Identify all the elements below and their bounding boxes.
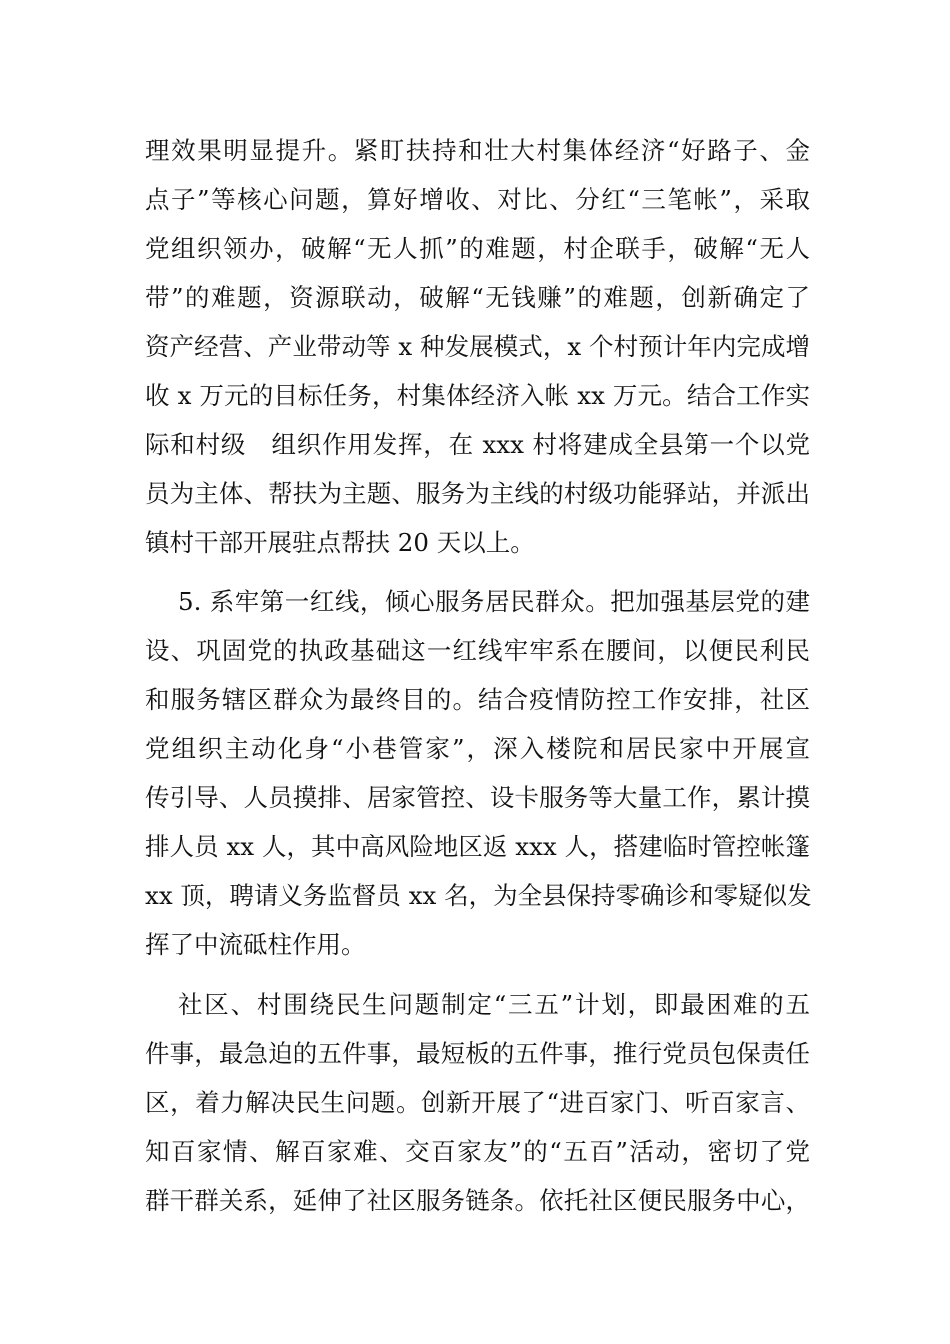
text-line-16: xx 顶，聘请义务监督员 xx 名，为全县保持零确诊和零疑似发 xyxy=(145,881,812,910)
text-line-22: 群干群关系，延伸了社区服务链条。依托社区便民服务中心， xyxy=(145,1186,810,1215)
text-line-9: 镇村干部开展驻点帮扶 20 天以上。 xyxy=(145,528,535,557)
text-line-14: 传引导、人员摸排、居家管控、设卡服务等大量工作，累计摸 xyxy=(145,783,810,812)
text-line-6: 收 x 万元的目标任务，村集体经济入帐 xx 万元。结合工作实 xyxy=(145,381,810,410)
text-line-17: 挥了中流砥柱作用。 xyxy=(145,930,366,959)
text-line-12: 和服务辖区群众为最终目的。结合疫情防控工作安排，社区 xyxy=(145,685,810,714)
text-line-7: 际和村级 组织作用发挥，在 xxx 村将建成全县第一个以党 xyxy=(145,430,810,459)
text-line-3: 党组织领办，破解“无人抓”的难题，村企联手，破解“无人 xyxy=(145,234,810,263)
text-line-8: 员为主体、帮扶为主题、服务为主线的村级功能驿站，并派出 xyxy=(145,479,810,508)
text-line-10: 5. 系牢第一红线，倾心服务居民群众。把加强基层党的建 xyxy=(178,587,810,616)
text-line-18: 社区、村围绕民生问题制定“三五”计划，即最困难的五 xyxy=(178,990,810,1019)
text-line-15: 排人员 xx 人，其中高风险地区返 xxx 人，搭建临时管控帐篷 xyxy=(145,832,810,861)
text-line-2: 点子”等核心问题，算好增收、对比、分红“三笔帐”，采取 xyxy=(145,185,810,214)
text-line-1: 理效果明显提升。紧盯扶持和壮大村集体经济“好路子、金 xyxy=(145,136,810,165)
text-line-4: 带”的难题，资源联动，破解“无钱赚”的难题，创新确定了 xyxy=(145,283,810,312)
text-line-11: 设、巩固党的执政基础这一红线牢牢系在腰间，以便民利民 xyxy=(145,636,810,665)
text-line-5: 资产经营、产业带动等 x 种发展模式，x 个村预计年内完成增 xyxy=(145,332,810,361)
text-line-20: 区，着力解决民生问题。创新开展了“进百家门、听百家言、 xyxy=(145,1088,810,1117)
text-line-13: 党组织主动化身“小巷管家”，深入楼院和居民家中开展宣 xyxy=(145,734,810,763)
text-line-21: 知百家情、解百家难、交百家友”的“五百”活动，密切了党 xyxy=(145,1137,810,1166)
text-line-19: 件事，最急迫的五件事，最短板的五件事，推行党员包保责任 xyxy=(145,1039,810,1068)
